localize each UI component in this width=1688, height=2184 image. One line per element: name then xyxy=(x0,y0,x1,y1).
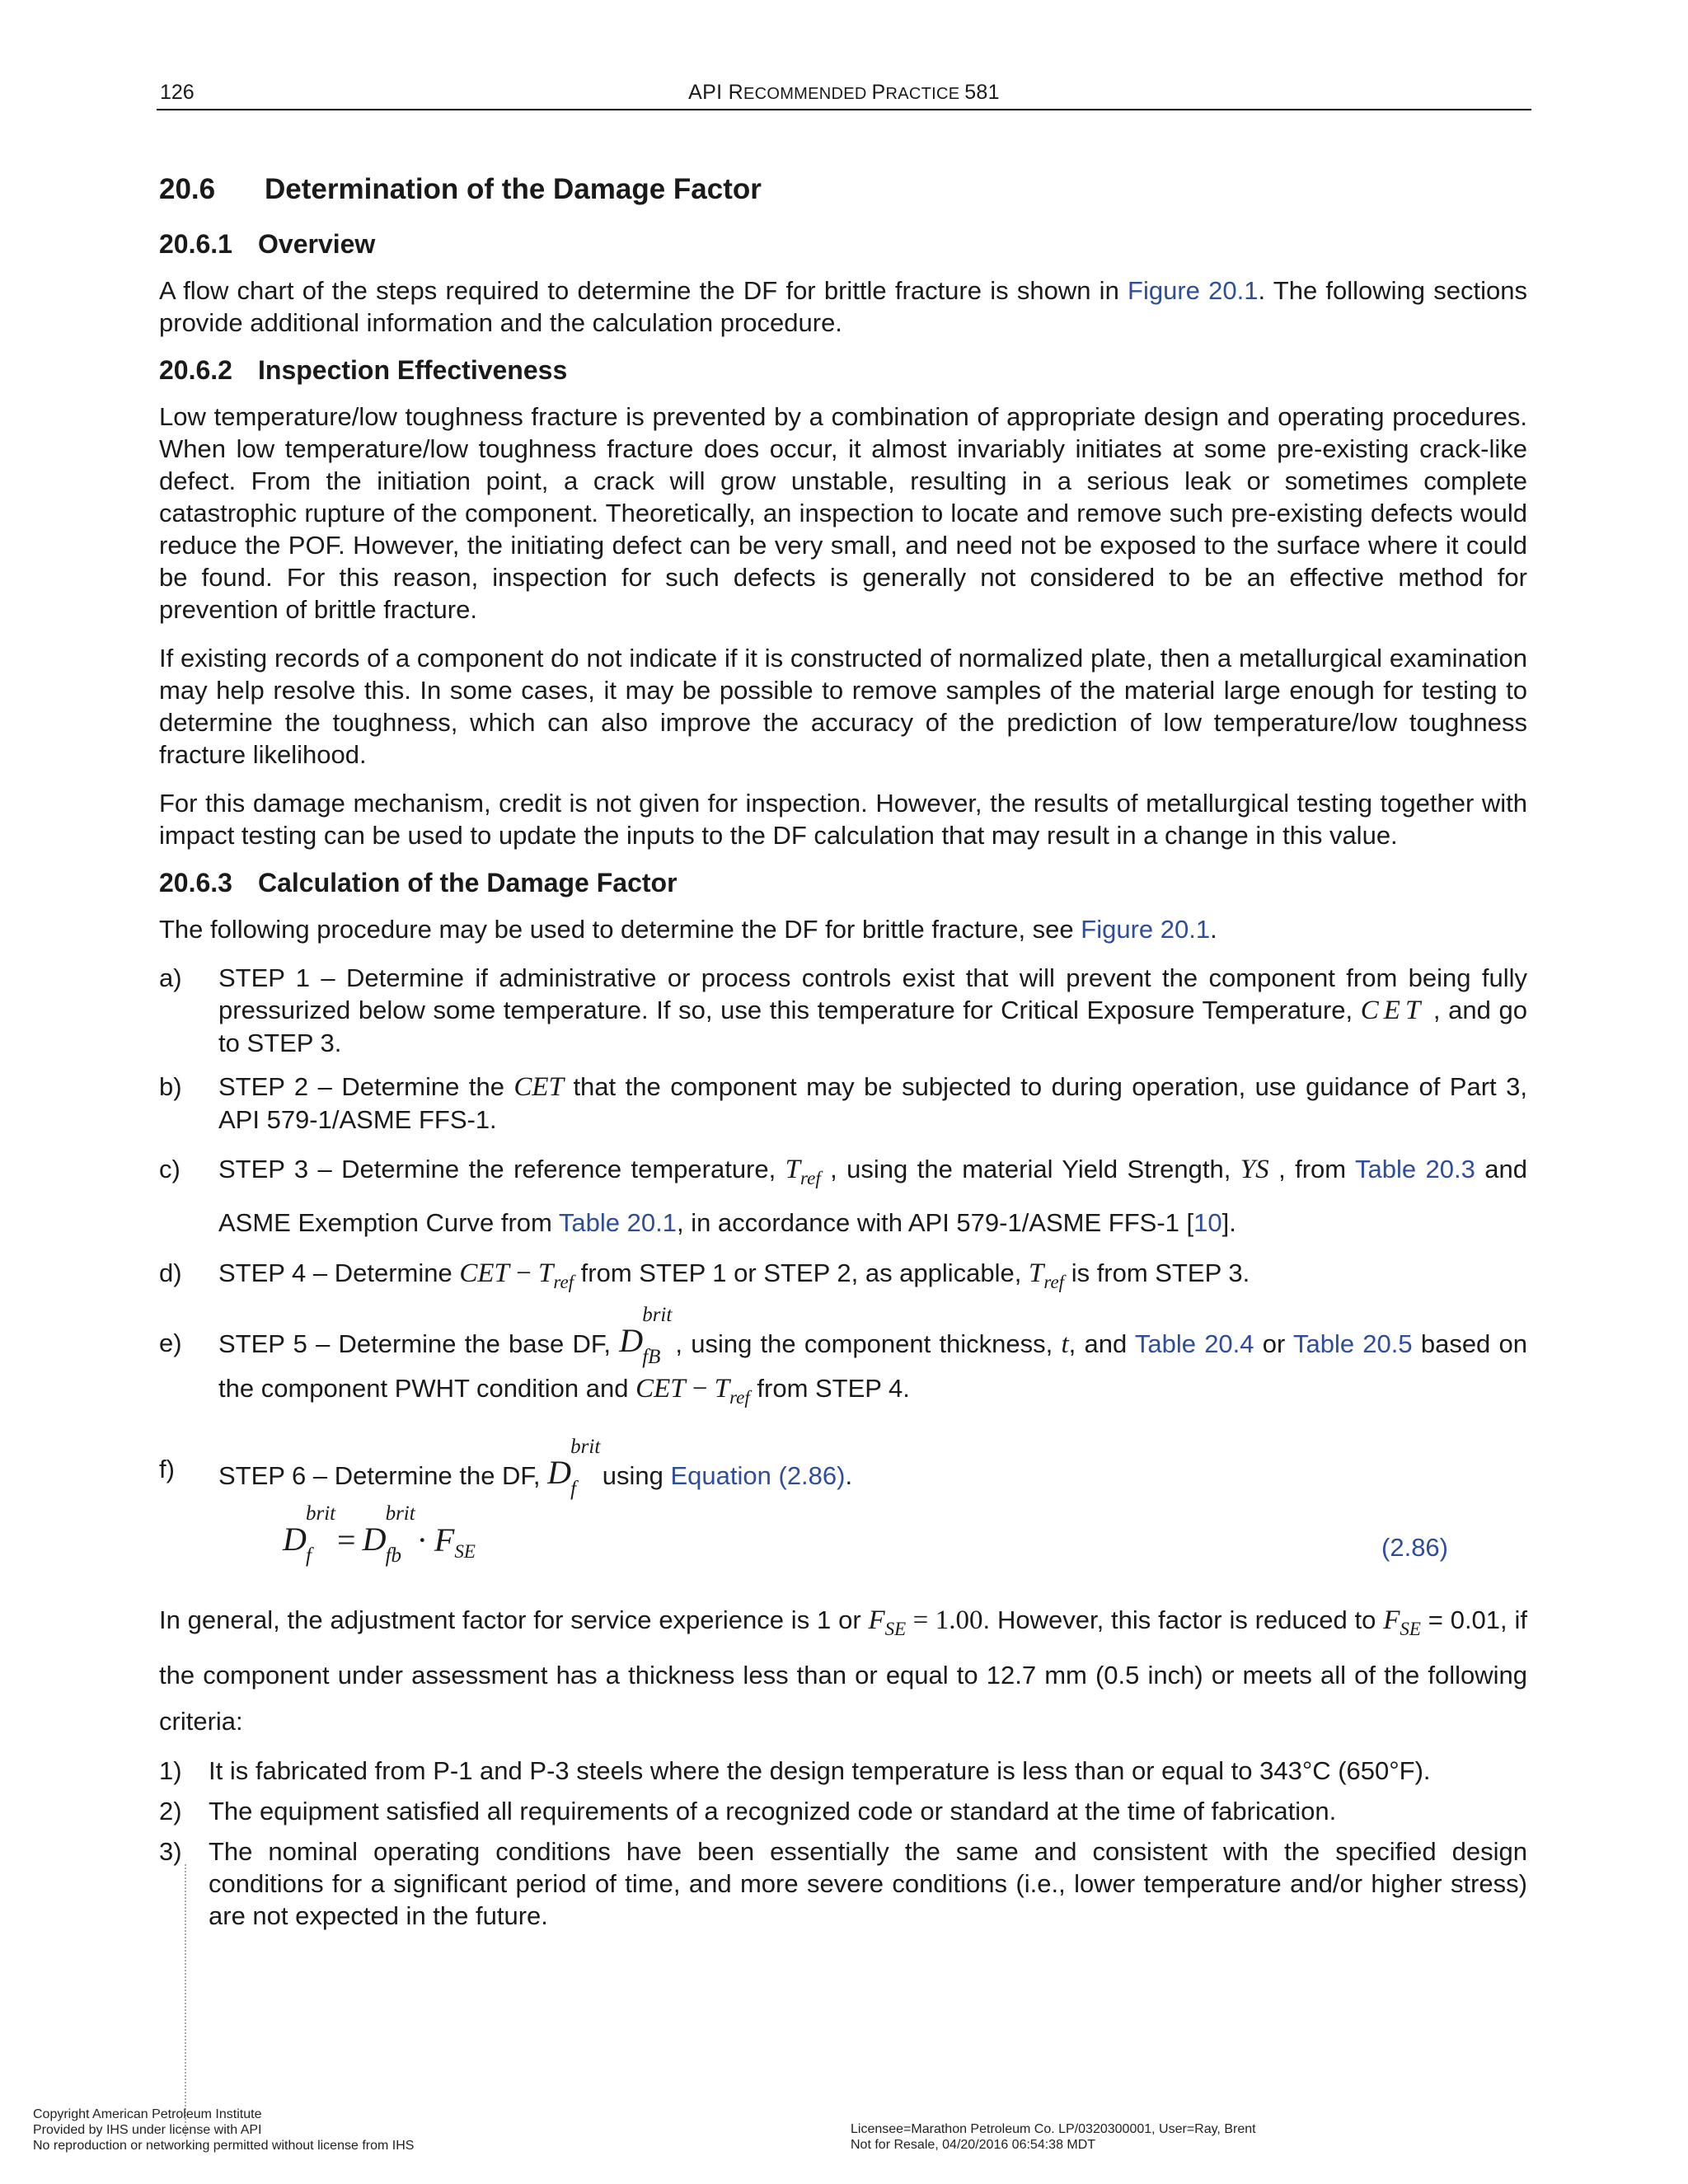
criterion-3: 3) The nominal operating conditions have been essentially the same and consistent with the specified design conditions for a significant period of time, and more severe conditions (i.e., lower temperature and/or higher stress) are not expected in the future. xyxy=(159,1837,1527,1930)
step-1: a) STEP 1 – Determine if administrative or process controls exist that will prevent the component from being fully pressurized below some temperature. If so, use this temperature for Critical Exposure Temperature, CET , and go to STEP 3. xyxy=(159,963,1527,1057)
math-cet: CET xyxy=(1360,996,1426,1025)
step-list xyxy=(159,962,1527,1500)
inspection-paragraph-1: Low temperature/low toughness fracture is prevented by a combination of appropriate design and operating procedures. When low temperature/low toughness fracture does occur, it almost invariably initiates at some pre-existing crack-like defect. From the initiation point, a crack will grow unstable, resulting in a serious leak or sometimes complete catastrophic rupture of the component. Theoretically, an inspection to locate and remove such pre-existing defects would reduce the POF. However, the initiating defect can be very small, and need not be exposed to the surface where it could be found. For this reason, inspection for such defects is generally not considered to be an effective method for prevention of brittle fracture. xyxy=(159,402,1527,624)
calculation-intro: The following procedure may be used to determine the DF for brittle fracture, see Figure 20.1. xyxy=(159,915,1217,944)
step-2: b) STEP 2 – Determine the CET that the component may be subjected to during operation, use guidance of Part 3, API 579-1/ASME FFS-1. xyxy=(159,1072,1527,1134)
footer-copyright: Copyright American Petroleum Institute Provided by IHS under license with API No reproduction or networking permitted without license from IHS xyxy=(33,2107,415,2153)
equation-body: D brit f = D brit fb · $F_{SE}$ xyxy=(283,1502,476,1567)
step-6: f) STEP 6 – Determine the DF, D brit f using Equation (2.86). xyxy=(159,1436,853,1500)
figure-20-1-link[interactable]: Figure 20.1 xyxy=(1128,276,1259,305)
step-5: e) STEP 5 – Determine the base DF, D brit fB , using the component thickness, t, and Table 20.4 or Table 20.5 based on the component PWHT condition and CET − $T_{ref}$ from STEP 4. xyxy=(159,1304,1527,1408)
criteria-list xyxy=(159,1755,1527,1932)
footer-license: Licensee=Marathon Petroleum Co. LP/0320300001, User=Ray, Brent Not for Resale, 04/20/2016 06:54:38 MDT xyxy=(851,2122,1256,2152)
math-cet: CET xyxy=(513,1072,564,1102)
table-20-1-link[interactable]: Table 20.1 xyxy=(558,1208,677,1237)
step-3: c) STEP 3 – Determine the reference temperature, $T_{ref}$ , using the material Yield Strength, YS , from Table 20.3 and ASME Exemption Curve from Table 20.1, in accordance with API 579-1/ASME FFS-1 [10]. xyxy=(159,1155,1527,1237)
inspection-paragraph-3: For this damage mechanism, credit is not given for inspection. However, the results of metallurgical testing together with impact testing can be used to update the inputs to the DF calculation that may result in a change in this value. xyxy=(159,789,1527,850)
equation-number: (2.86) xyxy=(1381,1533,1448,1562)
figure-20-1-link[interactable]: Figure 20.1 xyxy=(1081,915,1211,944)
margin-dotted-line xyxy=(185,1864,186,2136)
calculation-heading: 20.6.3 Calculation of the Damage Factor xyxy=(159,868,678,898)
adjustment-factor-paragraph: In general, the adjustment factor for service experience is 1 or $F_{SE} = 1.00$. However, this factor is reduced to $F_{SE} = 0.01$, if the component under assessment has a thickness less than or equal to 12.7 mm (0.5 inch) or meets all of the following criteria: xyxy=(159,1605,1527,1736)
equation-2-86-link[interactable]: Equation (2.86) xyxy=(670,1461,846,1490)
criterion-2: 2) The equipment satisfied all requirements of a recognized code or standard at the time of fabrication. xyxy=(159,1797,1337,1825)
table-20-4-link[interactable]: Table 20.4 xyxy=(1134,1329,1254,1358)
math-d-f-brit: D brit f xyxy=(547,1436,601,1500)
inspection-paragraph-2: If existing records of a component do not indicate if it is constructed of normalized plate, then a metallurgical examination may help resolve this. In some cases, it may be possible to remove samples of the material large enough for testing to determine the toughness, which can also improve the accuracy of the prediction of low temperature/low toughness fracture likelihood. xyxy=(159,644,1527,769)
page-content xyxy=(159,173,1527,1940)
overview-heading: 20.6.1 Overview xyxy=(159,229,376,259)
math-d-fb-brit: D brit fB xyxy=(619,1304,673,1368)
table-20-3-link[interactable]: Table 20.3 xyxy=(1354,1155,1475,1183)
running-title: API RECOMMENDED PRACTICE 581 xyxy=(688,81,1000,104)
overview-paragraph: A flow chart of the steps required to determine the DF for brittle fracture is shown in Figure 20.1. The following sections provide additional information and the calculation procedure. xyxy=(159,276,1527,337)
inspection-heading: 20.6.2 Inspection Effectiveness xyxy=(159,355,568,385)
page-number: 126 xyxy=(160,81,195,104)
reference-10-link[interactable]: 10 xyxy=(1193,1208,1222,1237)
page-header xyxy=(157,79,1531,110)
math-t-ref: T xyxy=(785,1155,801,1184)
step-4: d) STEP 4 – Determine CET − $T_{ref}$ from STEP 1 or STEP 2, as applicable, $T_{ref}$ is from STEP 3. xyxy=(159,1258,1250,1292)
section-heading: 20.6 Determination of the Damage Factor xyxy=(159,173,762,205)
equation-2-86 xyxy=(159,1502,1527,1581)
criterion-1: 1) It is fabricated from P-1 and P-3 steels where the design temperature is less than or equal to 343°C (650°F). xyxy=(159,1756,1431,1785)
table-20-5-link[interactable]: Table 20.5 xyxy=(1292,1329,1413,1358)
math-ys: YS xyxy=(1240,1155,1269,1184)
